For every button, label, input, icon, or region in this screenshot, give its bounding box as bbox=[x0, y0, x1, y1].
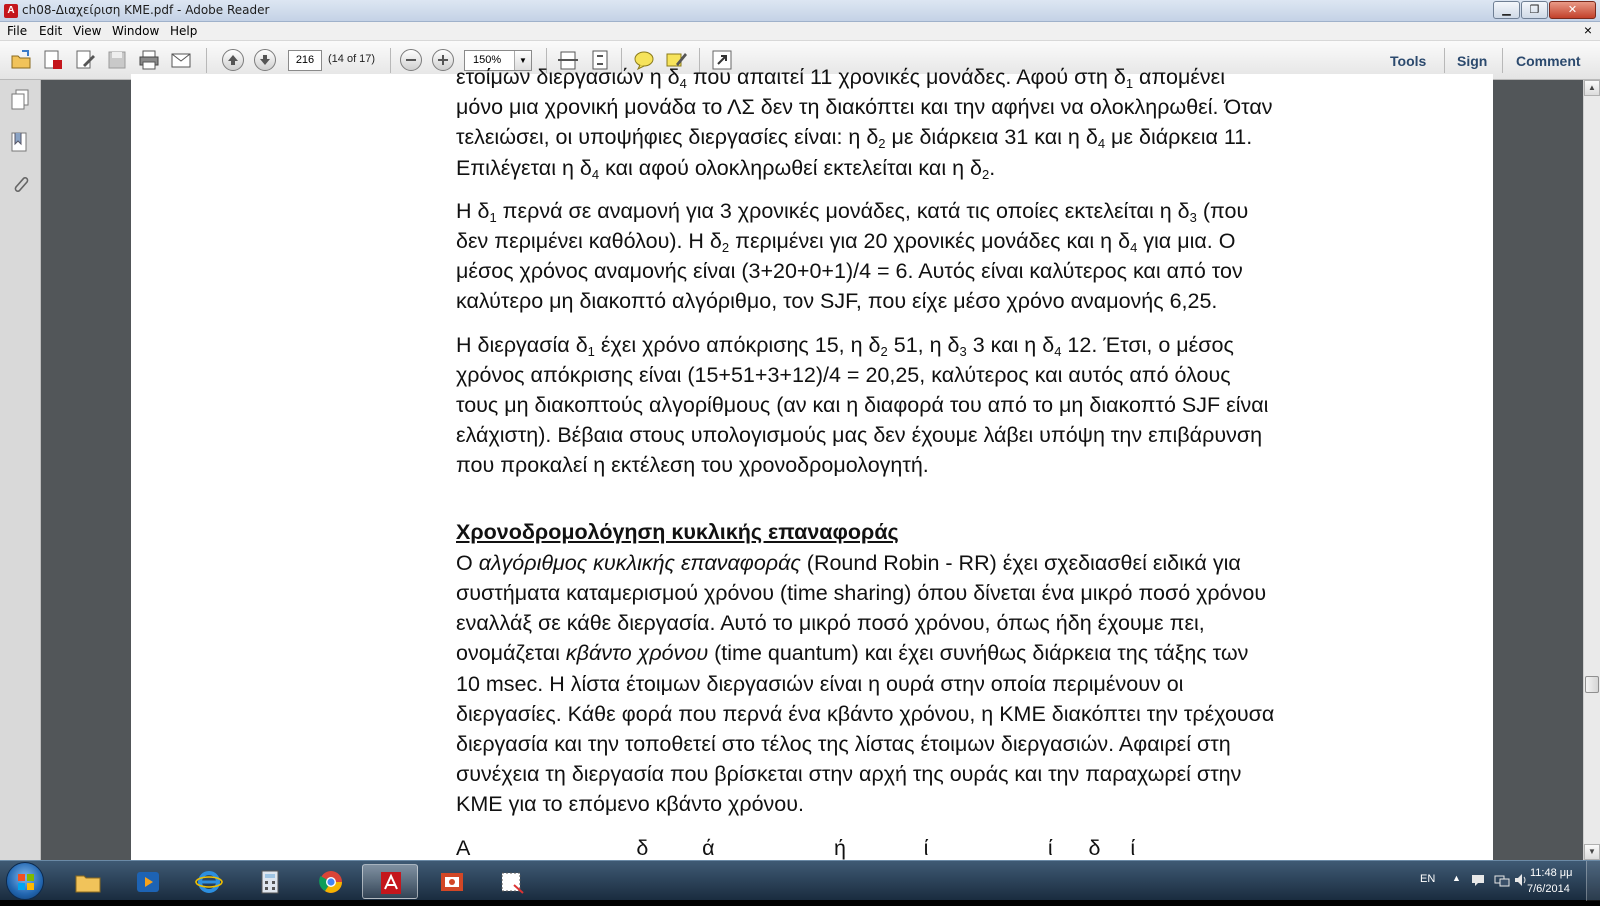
show-hidden-icons[interactable]: ▲ bbox=[1452, 873, 1461, 883]
minus-icon bbox=[404, 53, 418, 67]
text-line: εναλλάξ σε κάθε διεργασία. Αυτό το μικρό ποσό χρόνου, όπως ήδη έχουμε πει, bbox=[456, 611, 1205, 636]
text-line: Επιλέγεται η $\delta_4$ και αφού ολοκληρωθεί εκτελείται και η $\delta_2$. bbox=[456, 155, 996, 182]
paragraph-partial bbox=[456, 833, 1336, 863]
text-line: ονομάζεται κβάντο χρόνου (time quantum) και έχει συνήθως διάρκεια της τάξης των bbox=[456, 641, 1249, 666]
page-count: (14 of 17) bbox=[328, 53, 376, 65]
open-file-icon[interactable] bbox=[9, 48, 33, 72]
attachments-icon[interactable] bbox=[9, 172, 31, 196]
text-line: δεν περιμένει καθόλου). Η $\delta_2$ περιμένει για 20 χρονικές μονάδες και η $\delta_4$ για μια. Ο bbox=[456, 229, 1236, 256]
show-desktop-button[interactable] bbox=[1586, 861, 1600, 901]
text-line: διεργασία και την τοποθετεί στο τέλος της λίστας έτοιμων διεργασιών. Αφαιρεί στη bbox=[456, 732, 1231, 757]
toolbar-separator bbox=[1502, 48, 1503, 73]
text-line: μόνο μια χρονική μονάδα το ΛΣ δεν τη διακόπτει και την αφήνει να ολοκληρωθεί. Όταν bbox=[456, 95, 1273, 120]
bookmarks-icon[interactable] bbox=[9, 130, 31, 154]
maximize-button[interactable]: ❐ bbox=[1521, 1, 1548, 19]
taskbar-powerpoint[interactable] bbox=[424, 864, 480, 899]
arrow-down-icon bbox=[258, 53, 272, 67]
toolbar-separator bbox=[390, 48, 391, 73]
menu-file[interactable]: File bbox=[7, 24, 28, 38]
minimize-button[interactable]: ▁ bbox=[1493, 1, 1520, 19]
menu-bar bbox=[0, 22, 1600, 41]
network-icon[interactable] bbox=[1494, 873, 1510, 887]
taskbar-explorer[interactable] bbox=[60, 864, 116, 899]
zoom-in-button[interactable] bbox=[432, 49, 454, 71]
clock-date[interactable]: 7/6/2014 bbox=[1527, 883, 1570, 895]
email-icon[interactable] bbox=[169, 48, 193, 72]
menu-view[interactable]: View bbox=[73, 24, 102, 38]
text-line: τους μη διακοπτούς αλγορίθμους (αν και η διαφορά του από το μη διακοπτό SJF είναι bbox=[456, 393, 1269, 418]
text-line: ελάχιστη). Βέβαια στους υπολογισμούς μας δεν έχουμε λάβει υπόψη την επιβάρυνση bbox=[456, 423, 1263, 448]
plus-icon bbox=[436, 53, 450, 67]
pdf-page bbox=[131, 65, 1493, 874]
text-line: συστήματα καταμερισμού χρόνου (time sharing) όπου δίνεται ένα μικρό ποσό χρόνου bbox=[456, 581, 1267, 606]
taskbar-calculator[interactable] bbox=[242, 864, 298, 899]
document-viewport[interactable] bbox=[41, 65, 1583, 860]
paragraph bbox=[456, 330, 1336, 481]
page-number-input[interactable]: 216 bbox=[288, 50, 322, 71]
vertical-scrollbar[interactable] bbox=[1583, 80, 1600, 860]
toolbar-separator bbox=[206, 48, 207, 73]
edit-document-icon[interactable] bbox=[73, 48, 97, 72]
navigation-pane bbox=[0, 80, 41, 860]
text-line: Α δ ά ή ί ί δ ί bbox=[456, 835, 1136, 860]
text-line: καλύτερο μη διακοπτό αλγόριθμο, τον SJF, που είχε μέσο χρόνο αναμονής 6,25. bbox=[456, 289, 1218, 314]
text-line: τελειώσει, οι υποψήφιες διεργασίες είναι: η $\delta_2$ με διάρκεια 31 και η $\delta_4$ με διάρκεια 11. bbox=[456, 125, 1253, 152]
text-line: μέσος χρόνος αναμονής είναι (3+20+0+1)/4 = 6. Αυτός είναι καλύτερος και από τον bbox=[456, 259, 1243, 284]
section-heading: Χρονοδρομολόγηση κυκλικής επαναφοράς bbox=[456, 519, 899, 544]
zoom-value: 150% bbox=[473, 54, 502, 66]
text-line: 10 msec. Η λίστα έτοιμων διεργασιών είναι η ουρά στην οποία περιμένουν οι bbox=[456, 671, 1184, 696]
page-text bbox=[456, 65, 1336, 863]
window-title: ch08-Διαχείριση ΚΜΕ.pdf - Adobe Reader bbox=[22, 3, 270, 17]
sign-link[interactable]: Sign bbox=[1457, 53, 1488, 69]
language-indicator[interactable]: EN bbox=[1420, 873, 1436, 885]
title-bar bbox=[0, 0, 1600, 22]
internet-explorer-icon bbox=[195, 868, 223, 896]
adobe-reader-icon bbox=[377, 869, 405, 897]
text-line: Η $\delta_1$ περνά σε αναμονή για 3 χρονικές μονάδες, κατά τις οποίες εκτελείται η $\delta_3$ (που bbox=[456, 198, 1249, 225]
arrow-up-icon bbox=[226, 53, 240, 67]
paragraph bbox=[456, 548, 1336, 820]
paragraph bbox=[456, 196, 1336, 317]
text-line: Η διεργασία $\delta_1$ έχει χρόνο απόκρισης 15, η $\delta_2$ 51, η $\delta_3$ 3 και η $\delta_4$ 12. Έτσι, ο μέσος bbox=[456, 332, 1234, 359]
start-button[interactable] bbox=[6, 862, 44, 900]
previous-page-button[interactable] bbox=[222, 49, 244, 71]
taskbar-adobe-reader[interactable] bbox=[362, 864, 418, 899]
page-thumbnails-icon[interactable] bbox=[9, 88, 31, 112]
scroll-thumb[interactable] bbox=[1585, 676, 1599, 693]
text-line: χρόνος απόκρισης είναι (15+51+3+12)/4 = 20,25, καλύτερος και αυτός από όλους bbox=[456, 362, 1231, 387]
menu-help[interactable]: Help bbox=[170, 24, 198, 38]
chrome-icon bbox=[317, 868, 345, 896]
text-line: διεργασίες. Κάθε φορά που περνά ένα κβάντο χρόνου, η ΚΜΕ διακόπτει την τρέχουσα bbox=[456, 701, 1275, 726]
snipping-tool-icon bbox=[498, 868, 526, 896]
taskbar-media-player[interactable] bbox=[120, 864, 176, 899]
text-line: Ο αλγόριθμος κυκλικής επαναφοράς (Round Robin - RR) έχει σχεδιασθεί ειδικά για bbox=[456, 550, 1241, 575]
print-icon[interactable] bbox=[137, 48, 161, 72]
scroll-up-button[interactable]: ▲ bbox=[1584, 80, 1600, 96]
taskbar-snipping-tool[interactable] bbox=[484, 864, 540, 899]
scroll-down-button[interactable]: ▼ bbox=[1584, 844, 1600, 860]
windows-logo-icon bbox=[7, 863, 45, 901]
taskbar bbox=[0, 860, 1600, 900]
menu-edit[interactable]: Edit bbox=[39, 24, 63, 38]
paragraph bbox=[456, 62, 1336, 183]
close-document-icon[interactable]: × bbox=[1583, 22, 1592, 38]
close-button[interactable]: ✕ bbox=[1549, 1, 1596, 19]
zoom-out-button[interactable] bbox=[400, 49, 422, 71]
taskbar-internet-explorer[interactable] bbox=[181, 864, 237, 899]
media-player-icon bbox=[134, 868, 162, 896]
calculator-icon bbox=[256, 868, 284, 896]
tools-link[interactable]: Tools bbox=[1390, 53, 1427, 69]
save-icon[interactable] bbox=[105, 48, 129, 72]
toolbar-separator bbox=[1444, 48, 1445, 73]
text-line: ΚΜΕ για το επόμενο κβάντο χρόνου. bbox=[456, 792, 804, 817]
menu-window[interactable]: Window bbox=[112, 24, 160, 38]
adobe-reader-icon: A bbox=[4, 4, 18, 18]
comment-link[interactable]: Comment bbox=[1516, 53, 1581, 69]
clock-time[interactable]: 11:48 μμ bbox=[1530, 867, 1573, 879]
text-line: που προκαλεί η εκτέλεση του χρονοδρομολογητή. bbox=[456, 453, 929, 478]
powerpoint-icon bbox=[438, 868, 466, 896]
chevron-down-icon[interactable]: ▼ bbox=[514, 51, 531, 70]
folder-icon bbox=[74, 868, 102, 896]
taskbar-chrome[interactable] bbox=[303, 864, 359, 899]
create-pdf-icon[interactable] bbox=[41, 48, 65, 72]
text-line: ετοίμων διεργασιών η $\delta_4$ που απαιτεί 11 χρονικές μονάδες. Αφού στη $\delta_1$ απομένει bbox=[456, 65, 1226, 91]
next-page-button[interactable] bbox=[254, 49, 276, 71]
action-center-icon[interactable] bbox=[1470, 873, 1486, 887]
text-line: συνέχεια τη διεργασία που βρίσκεται στην αρχή της ουράς και την παραχωρεί στην bbox=[456, 762, 1242, 787]
